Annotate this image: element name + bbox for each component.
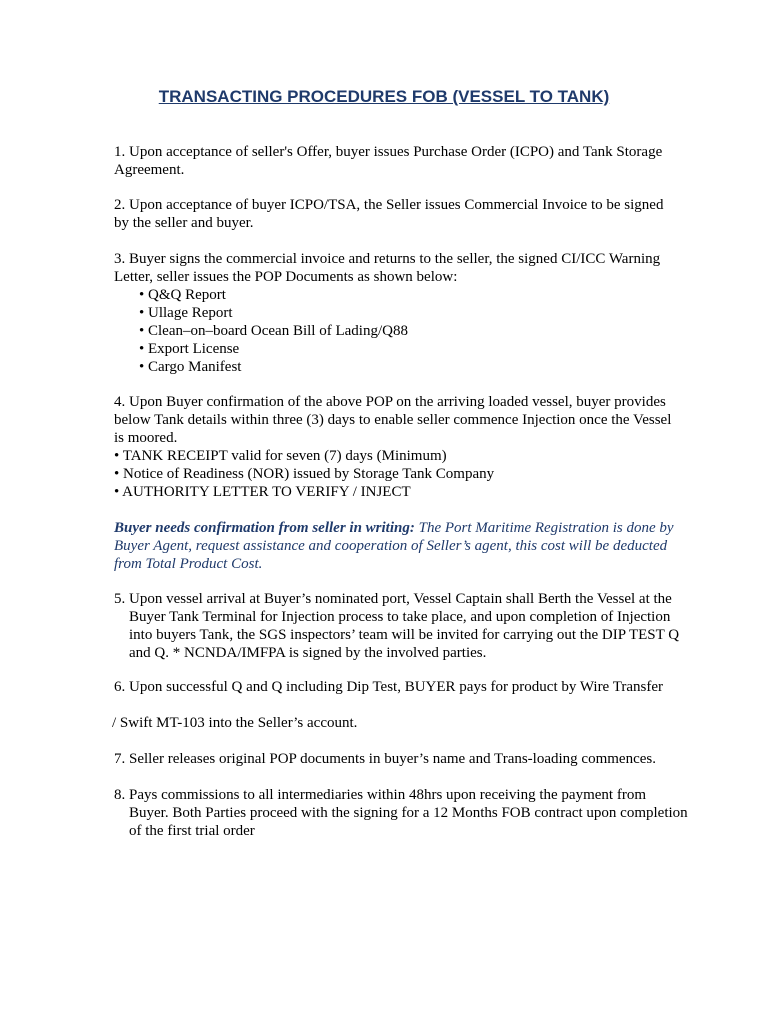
step-1	[114, 143, 674, 179]
step-4-text: 4. Upon Buyer confirmation of the above POP on the arriving loaded vessel, buyer provides below Tank details within three (3) days to enable seller commence Injection once the Vessel is moored.	[114, 394, 672, 446]
pop-documents-list	[114, 286, 674, 376]
list-item: • Export License	[139, 341, 240, 357]
list-item: • Cargo Manifest	[139, 359, 242, 375]
tank-details-list	[114, 447, 674, 501]
step-1-text: 1. Upon acceptance of seller's Offer, buyer issues Purchase Order (ICPO) and Tank Storage Agreement.	[114, 144, 663, 178]
list-item: • Q&Q Report	[139, 287, 226, 303]
step-6-text: 6. Upon successful Q and Q including Dip Test, BUYER pays for product by Wire Transfer	[114, 679, 663, 695]
step-8-text: 8. Pays commissions to all intermediaries within 48hrs upon receiving the payment from Buyer. Both Parties proceed with the signing for a 12 Months FOB contract upon completion of the first trial order	[114, 787, 688, 839]
list-item: • TANK RECEIPT valid for seven (7) days (Minimum)	[114, 448, 447, 464]
list-item: • Clean–on–board Ocean Bill of Lading/Q88	[139, 323, 408, 339]
step-4	[114, 393, 674, 501]
list-item: • Ullage Report	[139, 305, 233, 321]
buyer-note-heading: Buyer needs confirmation from seller in writing:	[114, 520, 415, 536]
step-3-text: 3. Buyer signs the commercial invoice and returns to the seller, the signed CI/ICC Warning Letter, seller issues the POP Documents as shown below:	[114, 251, 661, 285]
buyer-note-text: The Port Maritime Registration is done by Buyer Agent, request assistance and cooperation of Seller’s agent, this cost will be deducted from Total Product Cost.	[114, 520, 674, 572]
step-7-text: 7. Seller releases original POP documents in buyer’s name and Trans-loading commences.	[114, 751, 656, 767]
step-3	[114, 250, 674, 376]
step-5	[114, 590, 689, 662]
step-7	[114, 750, 684, 768]
step-5-text: 5. Upon vessel arrival at Buyer’s nominated port, Vessel Captain shall Berth the Vessel at the Buyer Tank Terminal for Injection process to take place, and upon completion of Injection into buyers Tank, the SGS inspectors’ team will be invited for carrying out the DIP TEST Q and Q. * NCNDA/IMFPA is signed by the involved parties.	[114, 591, 680, 661]
step-8	[114, 786, 689, 840]
step-6	[114, 678, 674, 696]
step-6-cont-text: / Swift MT-103 into the Seller’s account.	[112, 715, 358, 731]
step-2-text: 2. Upon acceptance of buyer ICPO/TSA, the Seller issues Commercial Invoice to be signed by the seller and buyer.	[114, 197, 664, 231]
page-title: TRANSACTING PROCEDURES FOB (VESSEL TO TANK)	[158, 87, 610, 106]
step-2	[114, 196, 674, 232]
step-6-continuation	[112, 714, 672, 732]
list-item: • Notice of Readiness (NOR) issued by Storage Tank Company	[114, 466, 495, 482]
buyer-note	[114, 519, 678, 573]
list-item: • AUTHORITY LETTER TO VERIFY / INJECT	[114, 484, 411, 500]
